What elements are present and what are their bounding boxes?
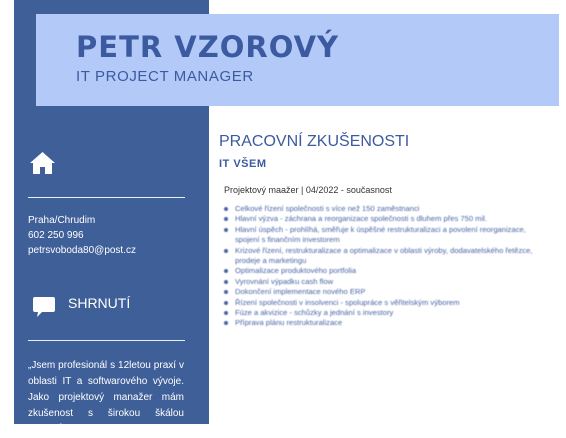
list-item: Optimalizace produktového portfolia (224, 266, 542, 276)
list-item: Dokončení implementace nového ERP (224, 287, 542, 297)
resume-name: PETR VZOROVÝ (76, 30, 340, 64)
home-icon (29, 151, 56, 175)
job-title: IT PROJECT MANAGER (76, 68, 254, 85)
summary-heading: SHRNUTÍ (68, 295, 131, 311)
role-dates: Projektový maažer | 04/2022 - současnost (224, 185, 392, 195)
contact-phone: 602 250 996 (28, 230, 84, 241)
experience-bullets (224, 204, 542, 329)
experience-heading: PRACOVNÍ ZKUŠENOSTI (219, 133, 410, 150)
list-item: Krizové řízení, restrukturalizace a optimalizace v oblasti výroby, dodavatelského řetězce, prodeje a marketingu (224, 246, 542, 267)
list-item: Hlavní úspěch - prohlíhá, směřuje k úspěšné restrukturalizaci a povolení reorganizace, spojení s finančním investorem (224, 225, 542, 246)
chat-bubble-icon (32, 296, 56, 318)
sidebar-divider (28, 197, 185, 198)
company-name: IT VŠEM (219, 158, 267, 170)
list-item: Řízení společnosti v insolvenci - spolupráce s věřitelským výborem (224, 298, 542, 308)
contact-city: Praha/Chrudim (28, 215, 96, 226)
list-item: Fúze a akvizice - schůzky a jednání s investory (224, 308, 542, 318)
list-item: Příprava plánu restrukturalizace (224, 318, 542, 328)
list-item: Hlavní výzva - záchrana a reorganizace společnosti s dluhem přes 750 mil. (224, 214, 542, 224)
top-strip (209, 0, 559, 14)
list-item: Celkové řízení společnosti s více než 150 zaměstnanci (224, 204, 542, 214)
right-gutter (559, 0, 566, 424)
contact-email: petrsvoboda80@post.cz (28, 245, 136, 256)
sidebar-divider (28, 340, 185, 341)
summary-text: „Jsem profesionál s 12letou praxí v oblasti IT a softwarového vývoje. Jako projektový manažer mám zkušenost s širokou škálou projektů vývoje aplikací a (28, 360, 184, 435)
list-item: Vyrovnání výpadku cash flow (224, 277, 542, 287)
